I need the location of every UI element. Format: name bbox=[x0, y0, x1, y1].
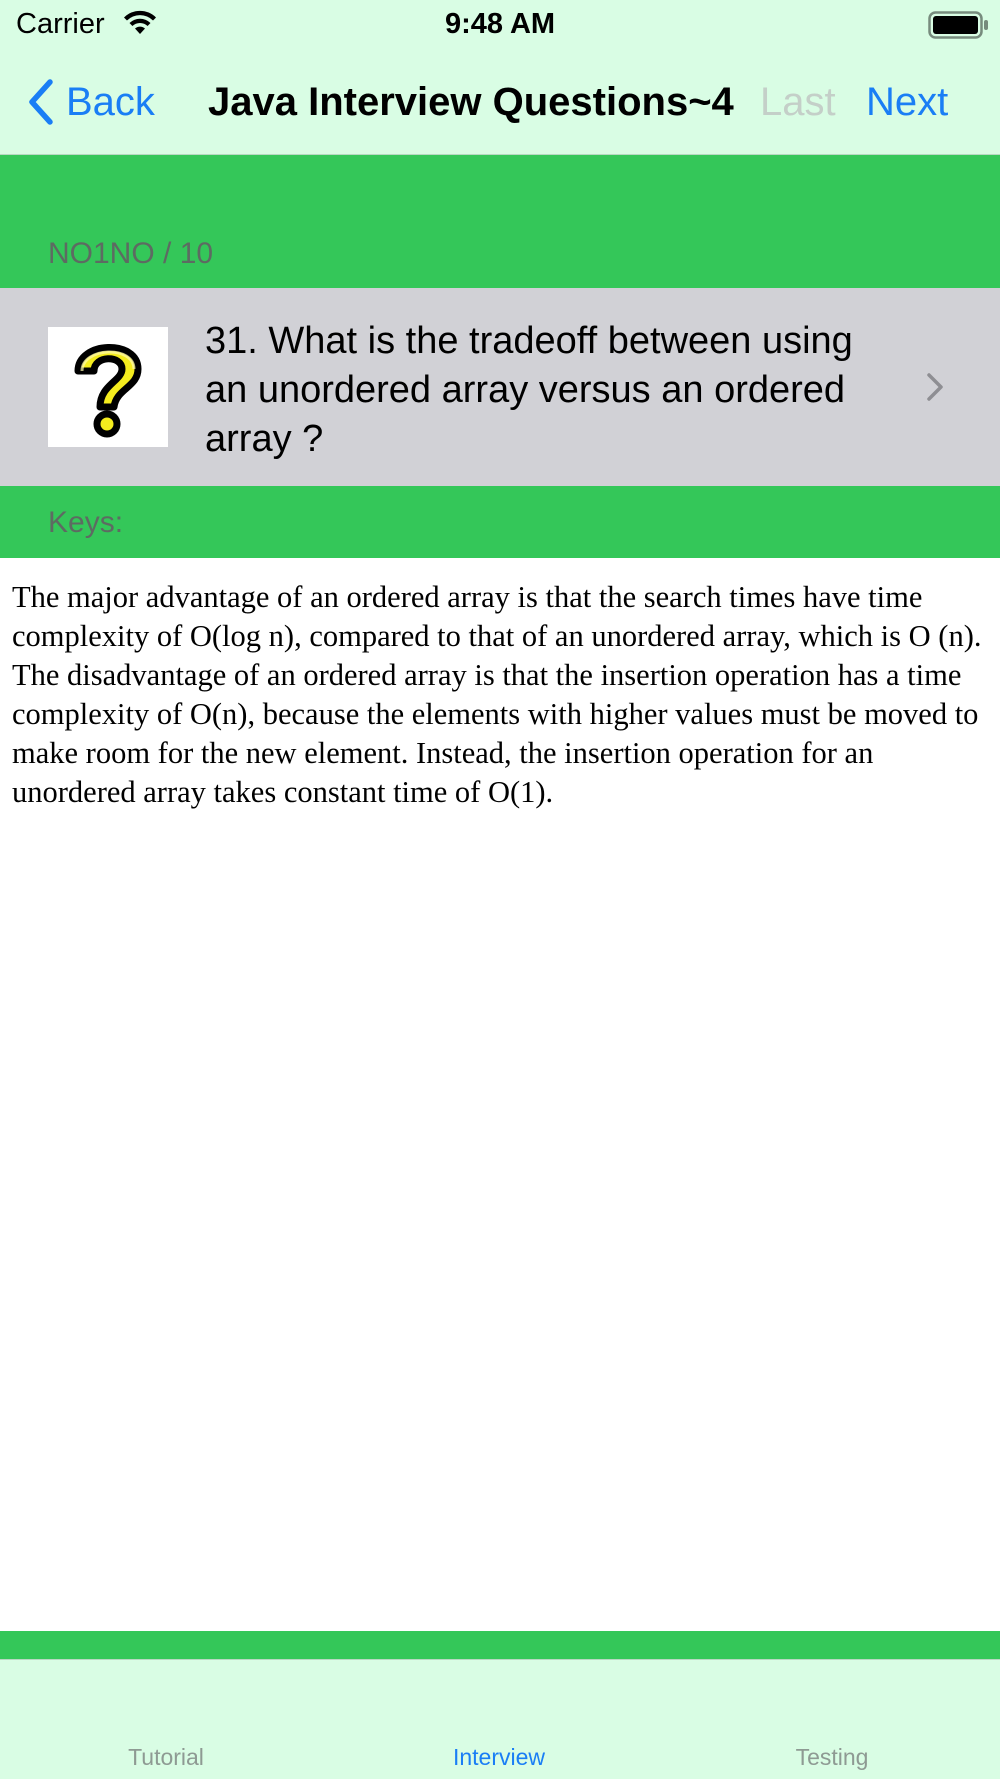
chevron-left-icon bbox=[28, 79, 54, 125]
battery-icon bbox=[928, 11, 990, 44]
carrier-label: Carrier bbox=[16, 8, 105, 40]
tab-testing[interactable]: Testing bbox=[795, 1744, 869, 1770]
next-button[interactable]: Next bbox=[866, 80, 949, 124]
navigation-bar bbox=[0, 50, 1000, 155]
keys-label: Keys: bbox=[48, 506, 124, 539]
tab-bar bbox=[0, 1659, 1000, 1779]
status-time: 9:48 AM bbox=[444, 8, 556, 40]
status-bar bbox=[0, 0, 1000, 50]
page-title: Java Interview Questions~4 bbox=[208, 80, 734, 124]
footer-divider bbox=[0, 1631, 1000, 1659]
back-button[interactable] bbox=[28, 76, 155, 128]
question-cell[interactable] bbox=[0, 288, 1000, 486]
tab-tutorial[interactable]: Tutorial bbox=[128, 1744, 204, 1770]
question-text: 31. What is the tradeoff between using an unordered array versus an ordered array ? bbox=[205, 320, 853, 460]
question-mark-icon bbox=[48, 327, 168, 447]
answer-text: The major advantage of an ordered array is that the search times have time complexity of O(log n), compared to that of an unordered array, which is O (n). The disadvantage of an ordered array is that the insertion operation has a time complexity of O(n), because the elements with higher values must be moved to make room for the new element. Instead, the insertion operation for an unordered array takes constant time of O(1). bbox=[12, 580, 982, 809]
last-button[interactable]: Last bbox=[760, 80, 836, 124]
section-header bbox=[0, 155, 1000, 288]
tab-interview[interactable]: Interview bbox=[452, 1744, 546, 1770]
question-counter: NO1NO / 10 bbox=[48, 237, 214, 270]
back-label: Back bbox=[66, 79, 155, 124]
chevron-right-icon bbox=[926, 372, 944, 407]
keys-header bbox=[0, 486, 1000, 558]
